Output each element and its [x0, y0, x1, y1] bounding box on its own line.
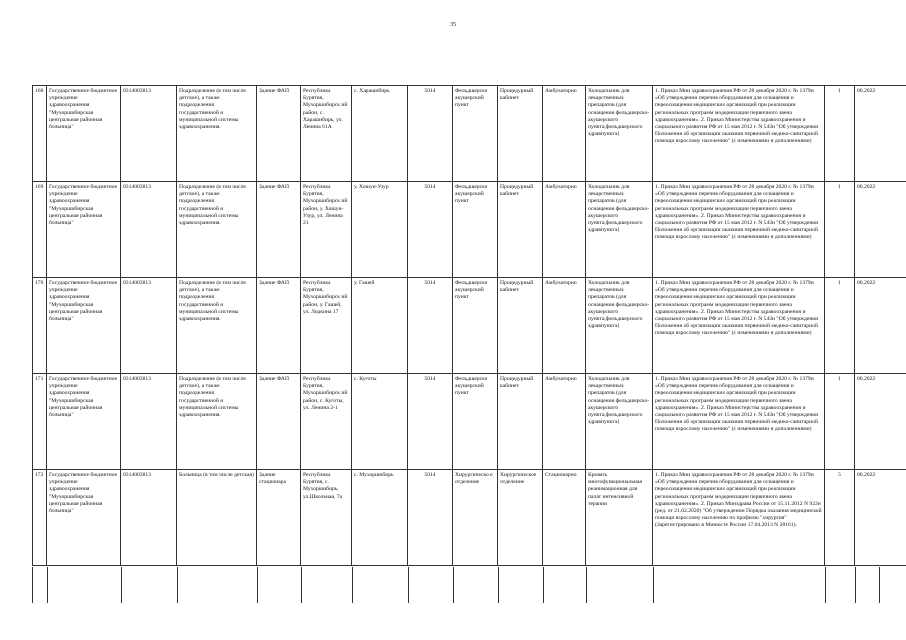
quantity-cell [825, 86, 855, 182]
legal-basis: 1. Приказ Мин здравоохранения РФ от 28 декабря 2020 г. № 1379н «Об утверждении перечня оборудования для оснащения и переоснащения медицинских организаций при реализации региональных программ модернизации первичного звена здравоохранения». 2. Приказ Министерства здравоохранения и социального развития РФ от 15 мая 2012 г. N 543н "Об утверждении Положения об организации оказания первичной медико-санитарной помощи взрослому населению" (с изменениями и дополнениями) [655, 280, 819, 337]
medical-unit: Фельдшерско акушерский пункт [455, 88, 488, 109]
code-cell [408, 374, 453, 470]
code-cell [408, 182, 453, 278]
institution-name: Государственное бюджетное учреждение здравоохранения "Мухоршибирская центральная районная больница" [49, 376, 118, 419]
institution-name: Государственное бюджетное учреждение здравоохранения "Мухоршибирская центральная районная больница" [49, 184, 118, 227]
column-divider [121, 567, 122, 603]
quantity: 1 [838, 88, 841, 94]
settlement: у. Хошун-Узур [354, 184, 389, 190]
division-type: Подразделение (в том числе детское), а также подразделения государственной и муниципальной системы здравоохранения. [179, 184, 246, 227]
address-cell [301, 374, 352, 470]
institution-name-cell [47, 86, 121, 182]
quantity-cell [825, 278, 855, 374]
institution-name: Государственное бюджетное учреждение здравоохранения "Мухоршибирская центральная районная больница" [49, 280, 118, 323]
page-number: 35 [450, 22, 456, 28]
quantity-cell [825, 470, 855, 566]
equipment-name-cell [586, 278, 653, 374]
institution-name-cell [47, 470, 121, 566]
row-number: 169 [35, 184, 44, 190]
room-cell [498, 278, 543, 374]
settlement-cell [352, 182, 408, 278]
legal-basis-cell [653, 182, 825, 278]
column-divider [543, 567, 544, 603]
column-divider [177, 567, 178, 603]
column-divider [653, 567, 654, 603]
building-type: Здание ФАП [259, 88, 290, 94]
medical-unit-cell [453, 86, 498, 182]
care-form: Амбулаторно [545, 88, 577, 94]
table-body [33, 86, 906, 566]
deadline-cell [855, 470, 906, 566]
code-cell [408, 278, 453, 374]
settlement: у. Гашей [354, 280, 375, 286]
row-number-cell [33, 86, 47, 182]
org-code: 0314003813 [123, 88, 151, 94]
care-form-cell [543, 278, 586, 374]
division-type: Подразделение (в том числе детское), а также подразделения государственной и муниципальной системы здравоохранения. [179, 280, 246, 323]
org-code: 0314003813 [123, 376, 151, 382]
room: Процедурный кабинет [500, 280, 534, 294]
building-type-cell [257, 374, 301, 470]
equipment-name-cell [586, 182, 653, 278]
column-divider [825, 567, 826, 603]
medical-unit: Фельдшерско акушерский пункт [455, 184, 488, 205]
settlement-cell [352, 278, 408, 374]
building-type: Здание ФАП [259, 184, 290, 190]
table-row [33, 86, 906, 182]
code: 5014 [424, 472, 436, 478]
address-cell [301, 470, 352, 566]
org-code-cell [121, 278, 177, 374]
equipment-name-cell [586, 374, 653, 470]
column-divider [408, 567, 409, 603]
row-number-cell [33, 182, 47, 278]
code: 5014 [424, 376, 436, 382]
deadline: 06.2022 [857, 472, 876, 478]
medical-unit-cell [453, 470, 498, 566]
column-divider [586, 567, 587, 603]
medical-unit: Хирургическо е отделение [455, 472, 493, 486]
legal-basis: 1. Приказ Мин здравоохранения РФ от 28 декабря 2020 г. № 1379н «Об утверждении перечня оборудования для оснащения и переоснащения медицинских организаций при реализации региональных программ модернизации первичного звена здравоохранения». 2. Приказ Министерства здравоохранения и социального развития РФ от 15 мая 2012 г. N 543н "Об утверждении Положения об организации оказания первичной медико-санитарной помощи взрослому населению" (с изменениями и дополнениями) [655, 184, 819, 241]
quantity: 1 [838, 184, 841, 190]
equipment-name: Холодильник для лекарственных препаратов (для оснащения фельдшерско-акушерского пункта,фельдшерского здравпункта) [588, 376, 650, 426]
table-continuation [32, 567, 880, 603]
room-cell [498, 374, 543, 470]
code: 5014 [424, 88, 436, 94]
settlement: с. Харашибирь [354, 88, 390, 94]
building-type-cell [257, 278, 301, 374]
address-cell [301, 86, 352, 182]
deadline-cell [855, 278, 906, 374]
legal-basis-cell [653, 374, 825, 470]
division-type-cell [177, 278, 257, 374]
legal-basis-cell [653, 278, 825, 374]
institution-name: Государственное бюджетное учреждение здравоохранения "Мухоршибирская центральная районная больница" [49, 472, 118, 515]
code: 5014 [424, 184, 436, 190]
equipment-name-cell [586, 86, 653, 182]
room: Процедурный кабинет [500, 88, 534, 102]
row-number-cell [33, 374, 47, 470]
deadline-cell [855, 86, 906, 182]
quantity: 1 [838, 280, 841, 286]
quantity: 5 [838, 472, 841, 478]
medical-unit: Фельдшерско акушерский пункт [455, 376, 488, 397]
institution-name-cell [47, 182, 121, 278]
division-type: Подразделение (в том числе детское), а также подразделения государственной и муниципальной системы здравоохранения. [179, 88, 246, 131]
settlement-cell [352, 470, 408, 566]
legal-basis: 1. Приказ Мин здравоохранения РФ от 28 декабря 2020 г. № 1379н «Об утверждении перечня оборудования для оснащения и переоснащения медицинских организаций при реализации региональных программ модернизации первичного звена здравоохранения». 2. Приказ Министерства здравоохранения и социального развития РФ от 15 мая 2012 г. N 543н "Об утверждении Положения об организации оказания первичной медико-санитарной помощи взрослому населению" (с изменениями и дополнениями) [655, 376, 819, 433]
address: Республика Бурятия, с. Мухоршибирь, ул.Школьная, 7а [303, 472, 343, 500]
address: Республика Бурятия, Мухоршибирск ий район, у. Хошун-Узур, ул. Ленина 21 [303, 184, 348, 227]
column-divider [498, 567, 499, 603]
care-form: Амбулаторно [545, 184, 577, 190]
legal-basis-cell [653, 470, 825, 566]
equipment-name: Холодильник для лекарственных препаратов (для оснащения фельдшерско-акушерского пункта,фельдшерского здравпункта) [588, 184, 650, 234]
care-form-cell [543, 374, 586, 470]
quantity-cell [825, 182, 855, 278]
building-type-cell [257, 86, 301, 182]
address: Республика Бурятия, Мухоршибирск ий район, с. Харашибирь, ул. Ленина 61А [303, 88, 348, 131]
building-type: Здание ФАП [259, 376, 290, 382]
settlement: с. Куготы [354, 376, 377, 382]
row-number: 172 [35, 472, 44, 478]
quantity: 1 [838, 376, 841, 382]
column-divider [855, 567, 856, 603]
institution-name: Государственное бюджетное учреждение здравоохранения "Мухоршибирская центральная районная больница" [49, 88, 118, 131]
building-type-cell [257, 470, 301, 566]
room-cell [498, 86, 543, 182]
column-divider [257, 567, 258, 603]
equipment-name: Холодильник для лекарственных препаратов (для оснащения фельдшерско-акушерского пункта,фельдшерского здравпункта) [588, 280, 650, 330]
org-code: 0314003813 [123, 184, 151, 190]
column-divider [352, 567, 353, 603]
equipment-name: Кровать многофункциональная реанимационная для палат интенсивной терапии [588, 472, 642, 507]
row-number: 168 [35, 88, 44, 94]
medical-unit-cell [453, 182, 498, 278]
code-cell [408, 470, 453, 566]
room: Процедурный кабинет [500, 184, 534, 198]
deadline-cell [855, 182, 906, 278]
column-divider [453, 567, 454, 603]
settlement-cell [352, 86, 408, 182]
deadline: 06.2022 [857, 280, 876, 286]
care-form-cell [543, 86, 586, 182]
building-type: Здание ФАП [259, 280, 290, 286]
division-type-cell [177, 86, 257, 182]
care-form-cell [543, 470, 586, 566]
division-type-cell [177, 374, 257, 470]
room-cell [498, 182, 543, 278]
org-code-cell [121, 470, 177, 566]
row-number: 171 [35, 376, 44, 382]
equipment-name: Холодильник для лекарственных препаратов (для оснащения фельдшерско-акушерского пункта,фельдшерского здравпункта) [588, 88, 650, 138]
code-cell [408, 86, 453, 182]
table-row [33, 374, 906, 470]
table-row [33, 182, 906, 278]
address: Республика Бурятия, Мухоршибирск ий район, с. Куготы, ул. Ленина 2-1 [303, 376, 348, 411]
column-divider [301, 567, 302, 603]
room: Хирургическое отделение [500, 472, 537, 486]
care-form: Амбулаторно [545, 280, 577, 286]
care-form-cell [543, 182, 586, 278]
settlement-cell [352, 374, 408, 470]
equipment-name-cell [586, 470, 653, 566]
address: Республика Бурятия, Мухоршибирск ий район, у. Гашей, ул. Лодкина 17 [303, 280, 348, 315]
org-code-cell [121, 86, 177, 182]
legal-basis: 1. Приказ Мин здравоохранения РФ от 28 декабря 2020 г. № 1379н «Об утверждении перечня оборудования для оснащения и переоснащения медицинских организаций при реализации региональных программ модернизации первичного звена здравоохранения». 2. Приказ Министерства здравоохранения и социального развития РФ от 15 мая 2012 г. N 543н "Об утверждении Положения об организации оказания первичной медико-санитарной помощи взрослому населению" (с изменениями и дополнениями) [655, 88, 819, 145]
institution-name-cell [47, 374, 121, 470]
code: 5014 [424, 280, 436, 286]
org-code: 0314003813 [123, 280, 151, 286]
row-number-cell [33, 470, 47, 566]
room: Процедурный кабинет [500, 376, 534, 390]
deadline-cell [855, 374, 906, 470]
settlement: с. Мухоршибирь [354, 472, 394, 478]
table-row [33, 470, 906, 566]
medical-unit-cell [453, 374, 498, 470]
deadline: 06.2022 [857, 88, 876, 94]
building-type: Здание стационара [259, 472, 287, 486]
care-form: Стационарно [545, 472, 577, 478]
row-number: 170 [35, 280, 44, 286]
equipment-registry-table [32, 85, 906, 566]
org-code: 0314003813 [123, 472, 151, 478]
deadline: 06.2022 [857, 184, 876, 190]
legal-basis: 1. Приказ Мин здравоохранения РФ от 28 декабря 2020 г. № 1379н «Об утверждении перечня оборудования для оснащения и переоснащения медицинских организаций при реализации региональных программ модернизации первичного звена здравоохранения». 2. Приказ Минздрава России от 15.11.2012 N 922н (ред. от 21.02.2020) "Об утверждении Порядка оказания медицинской помощи взрослому населению по профилю "хирургия" (Зарегистрировано в Минюсте России 17.04.2013 N 28161). [655, 472, 822, 529]
division-type-cell [177, 182, 257, 278]
institution-name-cell [47, 278, 121, 374]
address-cell [301, 278, 352, 374]
room-cell [498, 470, 543, 566]
division-type: Подразделение (в том числе детское), а также подразделения государственной и муниципальной системы здравоохранения. [179, 376, 246, 419]
medical-unit: Фельдшерско акушерский пункт [455, 280, 488, 301]
org-code-cell [121, 182, 177, 278]
medical-unit-cell [453, 278, 498, 374]
division-type: Больница (в том числе детская) [179, 472, 254, 478]
org-code-cell [121, 374, 177, 470]
deadline: 06.2022 [857, 376, 876, 382]
care-form: Амбулаторно [545, 376, 577, 382]
legal-basis-cell [653, 86, 825, 182]
quantity-cell [825, 374, 855, 470]
building-type-cell [257, 182, 301, 278]
row-number-cell [33, 278, 47, 374]
address-cell [301, 182, 352, 278]
table-row [33, 278, 906, 374]
column-divider [47, 567, 48, 603]
division-type-cell [177, 470, 257, 566]
